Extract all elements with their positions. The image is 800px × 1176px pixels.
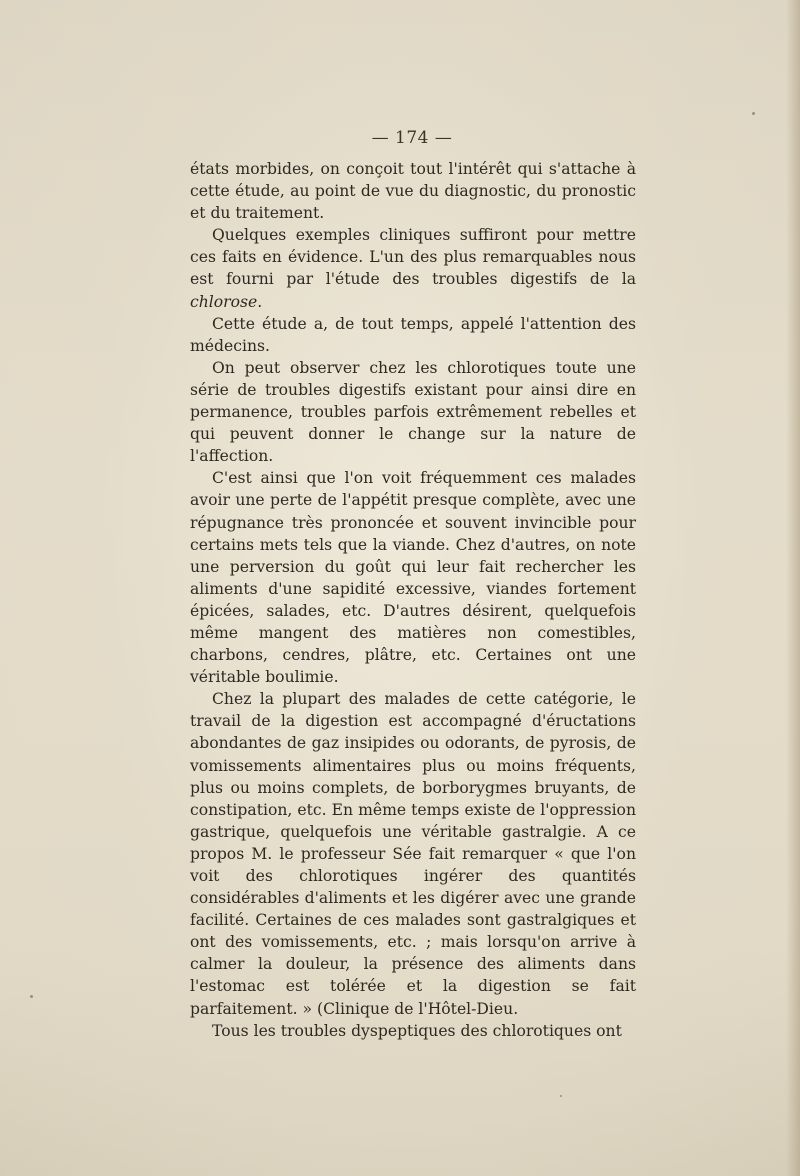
paper-speck — [30, 995, 33, 998]
paragraph-2 — [190, 224, 636, 312]
paragraph-2-text-after: . — [257, 292, 263, 311]
paragraph-7: Tous les troubles dyspeptiques des chlorotiques ont — [212, 1021, 622, 1040]
paragraph-4: On peut observer chez les chlorotiques toute une série de troubles digestifs existant pour ainsi dire en permanence, troubles parfois extrêmement rebelles et qui peuvent donner le change sur la nature de l'affection. — [190, 358, 636, 466]
paragraph-5: C'est ainsi que l'on voit fréquemment ces malades avoir une perte de l'appétit presque complète, avec une répugnance très prononcée et souvent invincible pour certains mets tels que la viande. Chez d'autres, on note une perversion du goût qui leur fait rechercher les aliments d'une sapidité excessive, viandes fortement épicées, salades, etc. D'autres désirent, quelquefois même mangent des matières non comestibles, charbons, cendres, plâtre, etc. Certaines ont une véritable boulimie. — [190, 469, 636, 687]
paragraph-1: états morbides, on conçoit tout l'intérêt qui s'attache à cette étude, au point de vue du diagnostic, du pronostic et du traitement. — [190, 160, 636, 223]
paragraph-2-emphasis: chlorose — [190, 292, 258, 311]
page-edge-shadow — [786, 0, 800, 1176]
paper-speck — [752, 112, 755, 115]
paragraph-2-text-before: Quelques exemples cliniques suffiront pour mettre ces faits en évidence. L'un des plus remarquables nous est fourni par l'étude des troubles digestifs de la — [190, 226, 636, 289]
paragraph-3: Cette étude a, de tout temps, appelé l'attention des médecins. — [190, 314, 636, 355]
paper-speck — [560, 1095, 562, 1097]
paragraph-6: Chez la plupart des malades de cette catégorie, le travail de la digestion est accompagné d'éructations abondantes de gaz insipides ou odorants, de pyrosis, de vomissements alimentaires plus ou moins fréquents, plus ou moins complets, de borborygmes bruyants, de constipation, etc. En même temps existe de l'oppression gastrique, quelquefois une véritable gastralgie. A ce propos M. le professeur Sée fait remarquer « que l'on voit des chlorotiques ingérer des quantités considérables d'aliments et les digérer avec une grande facilité. Certaines de ces malades sont gastralgiques et ont des vomissements, etc. ; mais lorsqu'on arrive à calmer la douleur, la présence des aliments dans l'estomac est tolérée et la digestion se fait parfaitement. » (Clinique de l'Hôtel-Dieu. — [190, 690, 636, 1018]
body-text — [190, 158, 636, 1042]
page-number: — 174 — — [371, 128, 453, 148]
